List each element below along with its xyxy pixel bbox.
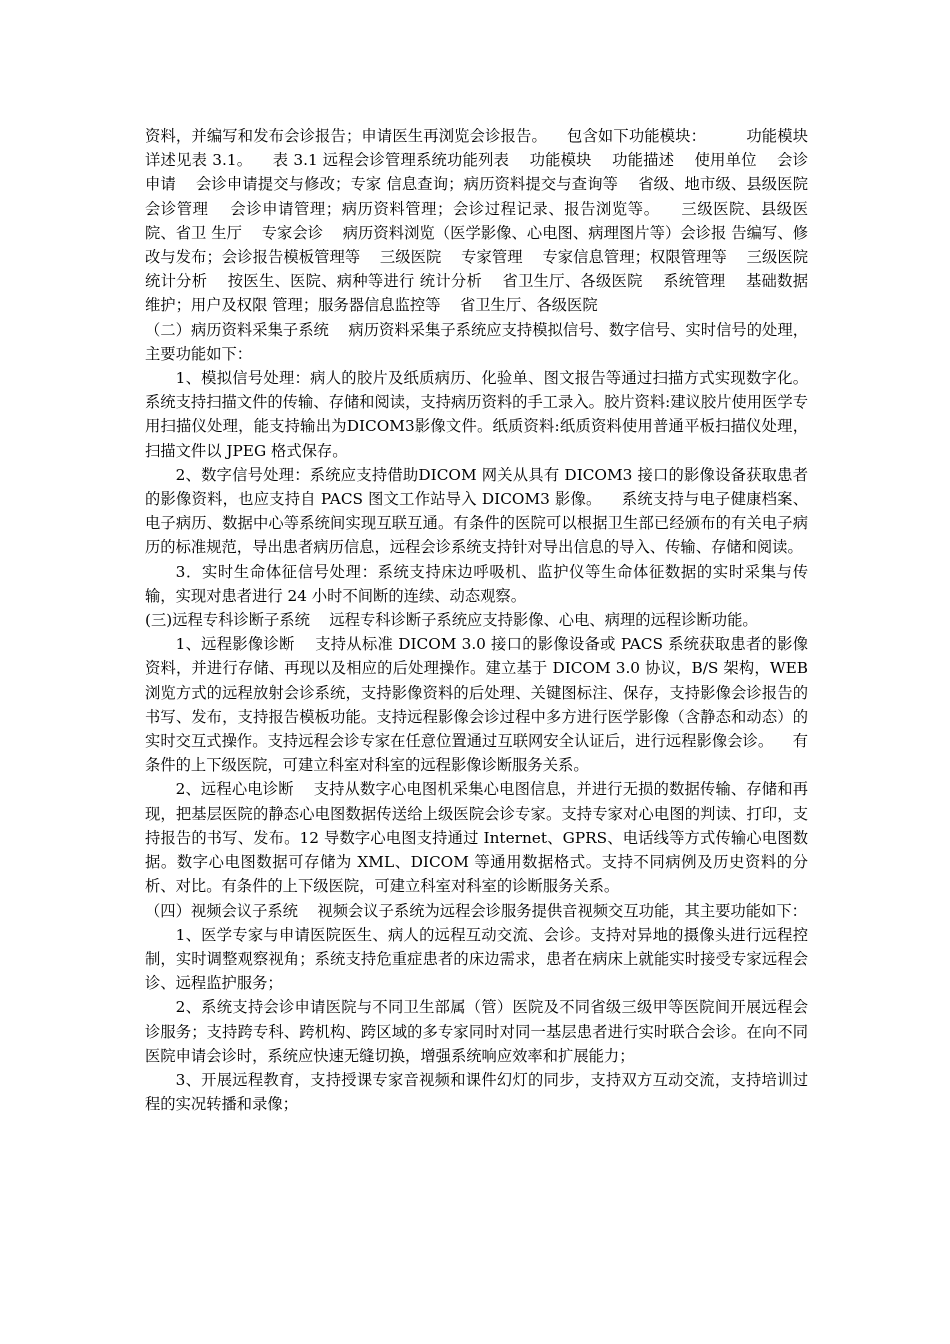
paragraph-digital-signal: 2、数字信号处理：系统应支持借助DICOM 网关从具有 DICOM3 接口的影像设备获取患者的影像资料，也应支持自 PACS 图文工作站导入 DICOM3 影像。 系统支持与电子健康档案、电子病历、数据中心等系统间实现互联互通。有条件的医院可以根据卫生部已经颁布的有关电子病历的标准规范，导出患者病历信息，远程会诊系统支持针对导出信息的导入、传输、存储和阅读。: [145, 465, 808, 557]
document-body: [145, 124, 828, 1116]
paragraph-video-item-1: 1、医学专家与申请医院医生、病人的远程互动交流、会诊。支持对异地的摄像头进行远程控制，实时调整观察视角；系统支持危重症患者的床边需求，患者在病床上就能实时接受专家远程会诊、远程监护服务；: [145, 925, 808, 993]
paragraph-realtime-signal: 3．实时生命体征信号处理：系统支持床边呼吸机、监护仪等生命体征数据的实时采集与传输，实现对患者进行 24 小时不间断的连续、动态观察。: [145, 562, 808, 605]
heading-video-conference-subsystem: （四）视频会议子系统 视频会议子系统为远程会诊服务提供音视频交互功能，其主要功能如下：: [145, 901, 807, 920]
paragraph-remote-ecg: 2、远程心电诊断 支持从数字心电图机采集心电图信息，并进行无损的数据传输、存储和再现，把基层医院的静态心电图数据传送给上级医院会诊专家。支持专家对心电图的判读、打印，支持报告的书写、发布。12 导数字心电图支持通过 Internet、GPRS、电话线等方式传输心电图数据。数字心电图数据可存储为 XML、DICOM 等通用数据格式。支持不同病例及历史资料的分析、对比。有条件的上下级医院，可建立科室对科室的诊断服务关系。: [145, 780, 808, 896]
paragraph-video-item-3: 3、开展远程教育，支持授课专家音视频和课件幻灯的同步，支持双方互动交流，支持培训过程的实况转播和录像；: [145, 1070, 808, 1114]
heading-record-collection-subsystem: （二）病历资料采集子系统 病历资料采集子系统应支持模拟信号、数字信号、实时信号的处理，主要功能如下：: [145, 320, 808, 363]
heading-specialty-diagnosis-subsystem: (三)远程专科诊断子系统 远程专科诊断子系统应支持影像、心电、病理的远程诊断功能。: [145, 611, 758, 630]
paragraph-function-table: 资料，并编写和发布会诊报告；申请医生再浏览会诊报告。 包含如下功能模块： 功能模块详述见表 3.1。 表 3.1 远程会诊管理系统功能列表 功能模块 功能描述 使用单位 会诊申请 会诊申请提交与修改；专家 信息查询；病历资料提交与查询等 省级、地市级、县级医院 会诊管理 会诊申请管理；病历资料管理；会诊过程记录、报告浏览等。 三级医院、县级医院、省卫 生厅 专家会诊 病历资料浏览（医学影像、心电图、病理图片等）会诊报 告编写、修改与发布；会诊报告模板管理等 三级医院 专家管理 专家信息管理；权限管理等 三级医院 统计分析 按医生、医院、病种等进行 统计分析 省卫生厅、各级医院 系统管理 基础数据维护；用户及权限 管理；服务器信息监控等 省卫生厅、各级医院: [145, 127, 828, 315]
paragraph-video-item-2: 2、系统支持会诊申请医院与不同卫生部属（管）医院及不同省级三级甲等医院间开展远程会诊服务；支持跨专科、跨机构、跨区域的多专家同时对同一基层患者进行实时联合会诊。在向不同医院申请会诊时，系统应快速无缝切换，增强系统响应效率和扩展能力；: [145, 998, 808, 1065]
paragraph-remote-imaging: 1、远程影像诊断 支持从标准 DICOM 3.0 接口的影像设备或 PACS 系统获取患者的影像资料，并进行存储、再现以及相应的后处理操作。建立基于 DICOM 3.0 协议，B/S 架构，WEB 浏览方式的远程放射会诊系统，支持影像资料的后处理、关键图标注、保存，支持影像会诊报告的书写、发布，支持报告模板功能。支持远程影像会诊过程中多方进行医学影像（含静态和动态）的实时交互式操作。支持远程会诊专家在任意位置通过互联网安全认证后，进行远程影像会诊。 有条件的上下级医院，可建立科室对科室的远程影像诊断服务关系。: [145, 635, 813, 775]
paragraph-analog-signal: 1、模拟信号处理：病人的胶片及纸质病历、化验单、图文报告等通过扫描方式实现数字化。系统支持扫描文件的传输、存储和阅读，支持病历资料的手工录入。胶片资料:建议胶片使用医学专用扫描仪处理，能支持输出为DICOM3影像文件。纸质资料:纸质资料使用普通平板扫描仪处理，扫描文件以 JPEG 格式保存。: [145, 369, 808, 460]
